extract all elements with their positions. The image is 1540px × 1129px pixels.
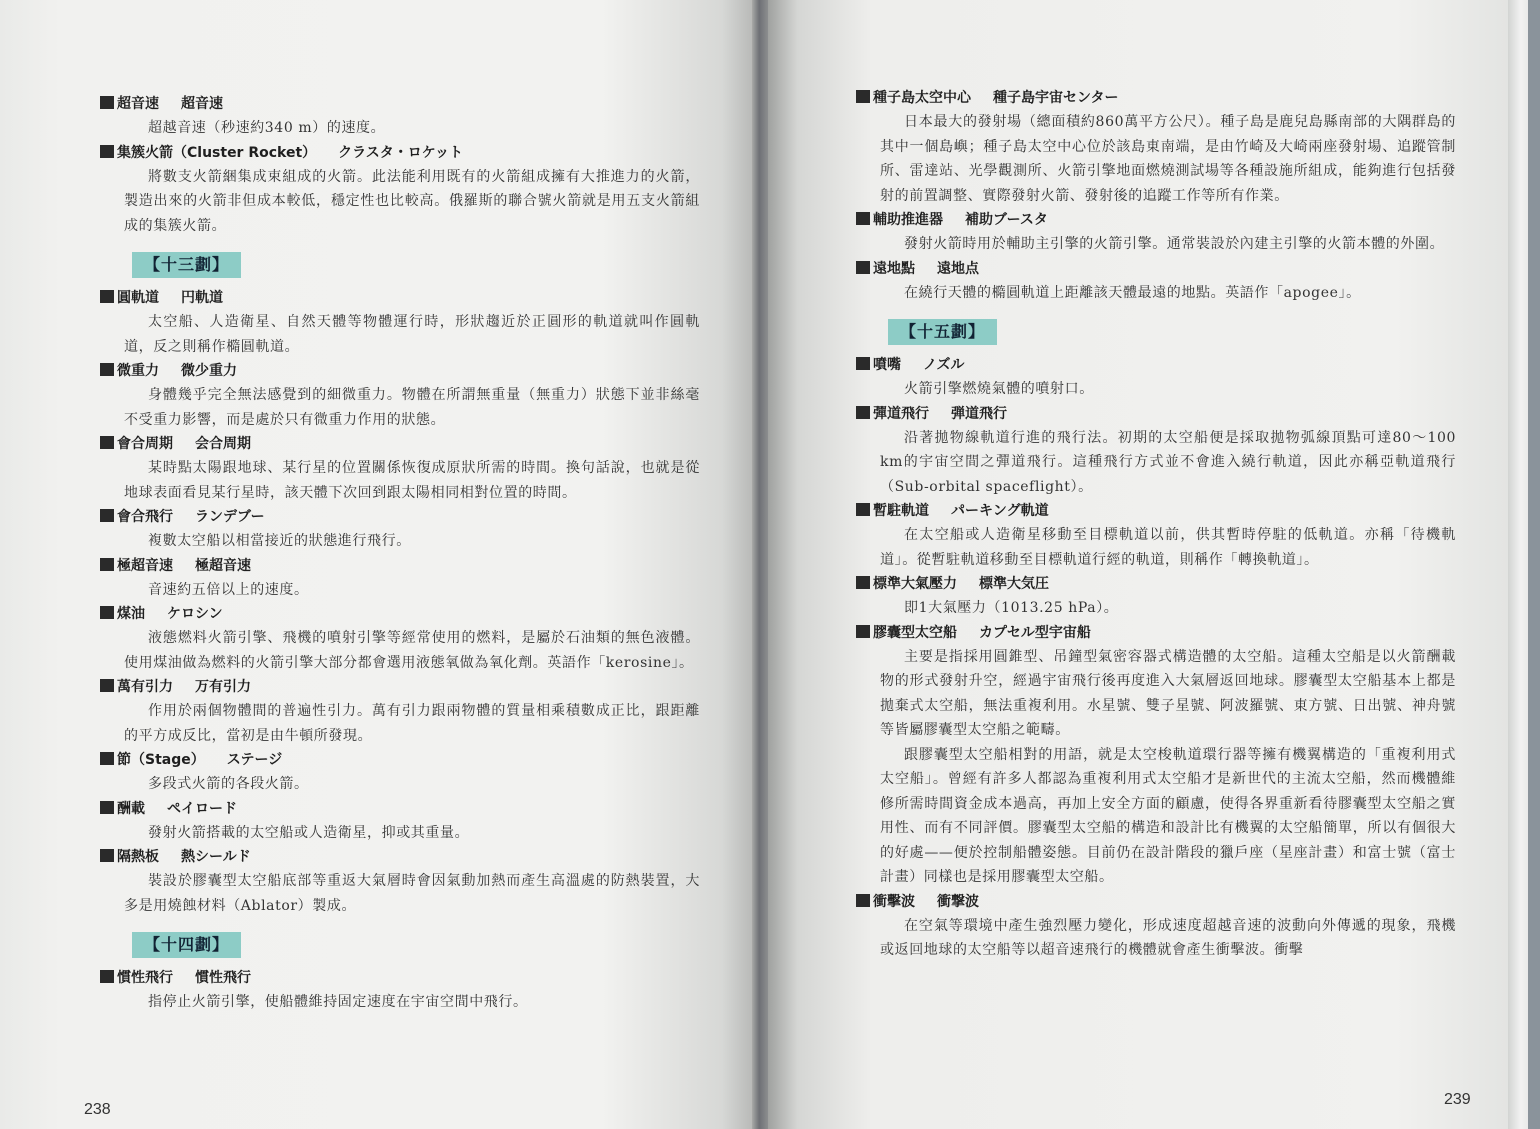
entry-definition: 指停止火箭引擎，使船體維持固定速度在宇宙空間中飛行。 bbox=[148, 994, 528, 1010]
glossary-entry bbox=[100, 286, 700, 359]
entry-term-japanese: ランデブー bbox=[195, 509, 265, 525]
entry-term: 彈道飛行 bbox=[873, 405, 929, 422]
entry-term-japanese: ノズル bbox=[923, 357, 965, 373]
entry-term-japanese: 会合周期 bbox=[195, 436, 251, 452]
entry-term: 隔熱板 bbox=[117, 849, 159, 865]
entry-heading bbox=[100, 432, 700, 456]
glossary-entry bbox=[100, 359, 700, 432]
entry-heading bbox=[100, 845, 700, 869]
entry-heading bbox=[856, 353, 1456, 377]
glossary-entry bbox=[100, 845, 700, 918]
page-edge bbox=[1508, 0, 1540, 1129]
entry-definition: 跟膠囊型太空船相對的用語，就是太空梭軌道環行器等擁有機翼構造的「重複利用式太空船」。曾經有許多人都認為重複利用式太空船才是新世代的主流太空船，然而機體維修所需時間資金成本過高，再加上安全方面的顧慮，使得各界重新看待膠囊型太空船之實用性、而有不同評價。膠囊型太空船的構造和設計比有機翼的太空船簡單，所以有個很大的好處——便於控制船體姿態。目前仍在設計階段的獵戶座（星座計畫）和富士號（富士計畫）同樣也是採用膠囊型太空船。 bbox=[880, 746, 1456, 885]
square-bullet-icon bbox=[100, 679, 114, 692]
glossary-entry bbox=[100, 505, 700, 554]
entry-definition: 在太空船或人造衛星移動至目標軌道以前，供其暫時停駐的低軌道。亦稱「待機軌道」。從暫駐軌道移動至目標軌道行經的軌道，則稱作「轉換軌道」。 bbox=[880, 527, 1456, 568]
glossary-entry bbox=[100, 432, 700, 505]
entry-term: 標準大氣壓力 bbox=[873, 576, 957, 592]
square-bullet-icon bbox=[100, 970, 114, 983]
glossary-entry bbox=[100, 748, 700, 797]
entry-term: 慣性飛行 bbox=[117, 970, 173, 986]
glossary-entry bbox=[100, 602, 700, 675]
entry-heading bbox=[100, 141, 700, 165]
entry-term-japanese: 極超音速 bbox=[195, 557, 251, 574]
glossary-entry bbox=[856, 353, 1456, 402]
entry-definition: 火箭引擎燃燒氣體的噴射口。 bbox=[904, 381, 1094, 397]
entry-definition: 主要是指採用圓錐型、吊鐘型氣密容器式構造體的太空船。這種太空船是以火箭酬載物的形式發射升空，經過宇宙飛行後再度進入大氣層返回地球。膠囊型太空船基本上都是拋棄式太空船，無法重複利用。水星號、雙子星號、阿波羅號、東方號、日出號、神舟號等皆屬膠囊型太空船之範疇。 bbox=[880, 648, 1456, 738]
page-number-right: 239 bbox=[1444, 1091, 1471, 1108]
section-heading: 【十四劃】 bbox=[132, 932, 241, 958]
square-bullet-icon bbox=[100, 509, 114, 522]
entry-heading bbox=[856, 86, 1456, 110]
entry-term-japanese: パーキング軌道 bbox=[951, 503, 1049, 519]
entry-term: 遠地點 bbox=[873, 260, 915, 277]
entry-term: 暫駐軌道 bbox=[873, 503, 929, 519]
entry-term-japanese: 弾道飛行 bbox=[951, 405, 1007, 422]
entry-term: 節（Stage） bbox=[117, 752, 205, 768]
glossary-entry bbox=[100, 966, 700, 1015]
entry-term-japanese: 種子島宇宙センター bbox=[993, 90, 1119, 106]
entry-heading bbox=[856, 890, 1456, 914]
glossary-entry bbox=[856, 86, 1456, 208]
entry-term: 酬載 bbox=[117, 800, 145, 817]
left-page bbox=[0, 0, 752, 1129]
section-heading: 【十五劃】 bbox=[888, 319, 997, 345]
entry-heading bbox=[100, 602, 700, 626]
section-heading: 【十三劃】 bbox=[132, 252, 241, 278]
square-bullet-icon bbox=[856, 90, 870, 103]
entry-term: 噴嘴 bbox=[873, 357, 901, 373]
square-bullet-icon bbox=[856, 212, 870, 225]
right-page-content bbox=[856, 86, 1456, 963]
square-bullet-icon bbox=[100, 849, 114, 862]
entry-term: 集簇火箭（Cluster Rocket） bbox=[117, 144, 317, 161]
entry-term-japanese: 超音速 bbox=[181, 96, 223, 112]
entry-definition: 將數支火箭綑集成束組成的火箭。此法能利用既有的火箭組成擁有大推進力的火箭，製造出來的火箭非但成本較低，穩定性也比較高。俄羅斯的聯合號火箭就是用五支火箭組成的集簇火箭。 bbox=[124, 168, 700, 234]
entry-term: 衝擊波 bbox=[873, 893, 915, 910]
entry-heading bbox=[856, 572, 1456, 596]
entry-heading bbox=[100, 966, 700, 990]
entry-definition: 發射火箭時用於輔助主引擎的火箭引擎。通常裝設於內建主引擎的火箭本體的外圍。 bbox=[904, 236, 1445, 252]
square-bullet-icon bbox=[856, 357, 870, 370]
entry-term-japanese: ケロシン bbox=[167, 606, 223, 622]
entry-term-japanese: 微少重力 bbox=[181, 363, 237, 379]
entry-definition: 在繞行天體的橢圓軌道上距離該天體最遠的地點。英語作「apogee」。 bbox=[904, 284, 1361, 301]
entry-term: 極超音速 bbox=[117, 557, 173, 574]
glossary-entry bbox=[100, 797, 700, 846]
square-bullet-icon bbox=[856, 894, 870, 907]
entry-term-japanese: クラスタ・ロケット bbox=[338, 144, 464, 161]
entry-definition: 音速約五倍以上的速度。 bbox=[148, 581, 309, 598]
entry-term-japanese: 衝撃波 bbox=[937, 893, 979, 910]
square-bullet-icon bbox=[100, 290, 114, 303]
entry-heading bbox=[100, 505, 700, 529]
square-bullet-icon bbox=[100, 363, 114, 376]
square-bullet-icon bbox=[856, 503, 870, 516]
square-bullet-icon bbox=[856, 625, 870, 638]
entry-heading bbox=[856, 402, 1456, 426]
entry-term: 圓軌道 bbox=[117, 290, 159, 306]
entry-definition: 多段式火箭的各段火箭。 bbox=[148, 776, 309, 792]
square-bullet-icon bbox=[100, 752, 114, 765]
glossary-entry bbox=[856, 499, 1456, 572]
entry-definition: 發射火箭搭載的太空船或人造衛星，抑或其重量。 bbox=[148, 824, 470, 841]
entry-term: 會合飛行 bbox=[117, 509, 173, 525]
entry-heading bbox=[100, 92, 700, 116]
square-bullet-icon bbox=[100, 558, 114, 571]
entry-term-japanese: 慣性飛行 bbox=[195, 970, 251, 986]
page-number-left: 238 bbox=[84, 1101, 111, 1118]
entry-term: 膠囊型太空船 bbox=[873, 624, 957, 641]
entry-definition: 某時點太陽跟地球、某行星的位置關係恢復成原狀所需的時間。換句話說，也就是從地球表面看見某行星時，該天體下次回到跟太陽相同相對位置的時間。 bbox=[124, 460, 700, 501]
entry-definition: 複數太空船以相當接近的狀態進行飛行。 bbox=[148, 533, 411, 549]
glossary-entry bbox=[856, 257, 1456, 306]
right-page bbox=[768, 0, 1508, 1129]
square-bullet-icon bbox=[856, 576, 870, 589]
entry-term-japanese: 熱シールド bbox=[181, 849, 251, 865]
glossary-entry bbox=[856, 402, 1456, 500]
entry-term-japanese: 円軌道 bbox=[181, 290, 223, 306]
square-bullet-icon bbox=[100, 801, 114, 814]
entry-heading bbox=[100, 797, 700, 821]
entry-heading bbox=[856, 621, 1456, 645]
entry-heading bbox=[100, 675, 700, 699]
entry-definition: 身體幾乎完全無法感覺到的細微重力。物體在所謂無重量（無重力）狀態下並非絲毫不受重力影響，而是處於只有微重力作用的狀態。 bbox=[124, 387, 700, 428]
square-bullet-icon bbox=[100, 145, 114, 158]
entry-term-japanese: 遠地点 bbox=[937, 260, 979, 277]
glossary-entry bbox=[100, 141, 700, 239]
glossary-entry bbox=[856, 572, 1456, 621]
entry-term: 煤油 bbox=[117, 606, 145, 622]
entry-definition: 超越音速（秒速約340 m）的速度。 bbox=[148, 120, 386, 136]
entry-term: 超音速 bbox=[117, 96, 159, 112]
square-bullet-icon bbox=[100, 96, 114, 109]
entry-term-japanese: 万有引力 bbox=[195, 679, 251, 695]
book-spine bbox=[752, 0, 768, 1129]
entry-term-japanese: カプセル型宇宙船 bbox=[979, 624, 1091, 641]
entry-term: 輔助推進器 bbox=[873, 212, 943, 228]
entry-definition: 沿著拋物線軌道行進的飛行法。初期的太空船便是採取拋物弧線頂點可達80～100 km的宇宙空間之彈道飛行。這種飛行方式並不會進入繞行軌道，因此亦稱亞軌道飛行（Sub-orbital spaceflight）。 bbox=[880, 429, 1456, 495]
entry-heading bbox=[100, 554, 700, 578]
entry-term-japanese: 補助ブースタ bbox=[965, 212, 1048, 228]
entry-term: 種子島太空中心 bbox=[873, 90, 971, 106]
square-bullet-icon bbox=[856, 406, 870, 419]
entry-term: 會合周期 bbox=[117, 436, 173, 452]
entry-definition: 太空船、人造衛星、自然天體等物體運行時，形狀趨近於正圓形的軌道就叫作圓軌道，反之則稱作橢圓軌道。 bbox=[124, 314, 700, 355]
entry-definition: 日本最大的發射場（總面積約860萬平方公尺）。種子島是鹿兒島縣南部的大隅群島的其中一個島嶼；種子島太空中心位於該島東南端，是由竹崎及大崎兩座發射場、追蹤管制所、雷達站、光學觀測所、火箭引擎地面燃燒測試場等各種設施所組成，能夠進行包括發射的前置調整、實際發射火箭、發射後的追蹤工作等所有作業。 bbox=[880, 114, 1456, 204]
entry-heading bbox=[100, 286, 700, 310]
glossary-entry bbox=[856, 890, 1456, 963]
entry-definition: 即1大氣壓力（1013.25 hPa）。 bbox=[904, 600, 1119, 616]
entry-definition: 液態燃料火箭引擎、飛機的噴射引擎等經常使用的燃料，是屬於石油類的無色液體。使用煤油做為燃料的火箭引擎大部分都會選用液態氧做為氧化劑。英語作「kerosine」。 bbox=[124, 630, 700, 671]
entry-term: 萬有引力 bbox=[117, 679, 173, 695]
left-page-content bbox=[100, 92, 700, 1015]
glossary-entry bbox=[100, 554, 700, 603]
square-bullet-icon bbox=[100, 436, 114, 449]
glossary-entry bbox=[856, 621, 1456, 890]
square-bullet-icon bbox=[856, 261, 870, 274]
entry-term-japanese: ペイロード bbox=[167, 800, 237, 817]
glossary-entry bbox=[100, 92, 700, 141]
entry-heading bbox=[856, 208, 1456, 232]
entry-term: 微重力 bbox=[117, 363, 159, 379]
entry-heading bbox=[100, 359, 700, 383]
entry-term-japanese: 標準大気圧 bbox=[979, 576, 1049, 592]
glossary-entry bbox=[100, 675, 700, 748]
glossary-entry bbox=[856, 208, 1456, 257]
square-bullet-icon bbox=[100, 606, 114, 619]
entry-heading bbox=[856, 499, 1456, 523]
entry-heading bbox=[856, 257, 1456, 281]
entry-definition: 在空氣等環境中產生強烈壓力變化，形成速度超越音速的波動向外傳遞的現象，飛機或返回地球的太空船等以超音速飛行的機體就會產生衝擊波。衝擊 bbox=[880, 917, 1456, 958]
entry-definition: 作用於兩個物體間的普遍性引力。萬有引力跟兩物體的質量相乘積數成正比，跟距離的平方成反比，當初是由牛頓所發現。 bbox=[124, 703, 700, 744]
entry-definition: 裝設於膠囊型太空船底部等重返大氣層時會因氣動加熱而產生高溫處的防熱裝置，大多是用燒蝕材料（Ablator）製成。 bbox=[124, 873, 700, 914]
entry-heading bbox=[100, 748, 700, 772]
entry-term-japanese: ステージ bbox=[226, 752, 283, 768]
